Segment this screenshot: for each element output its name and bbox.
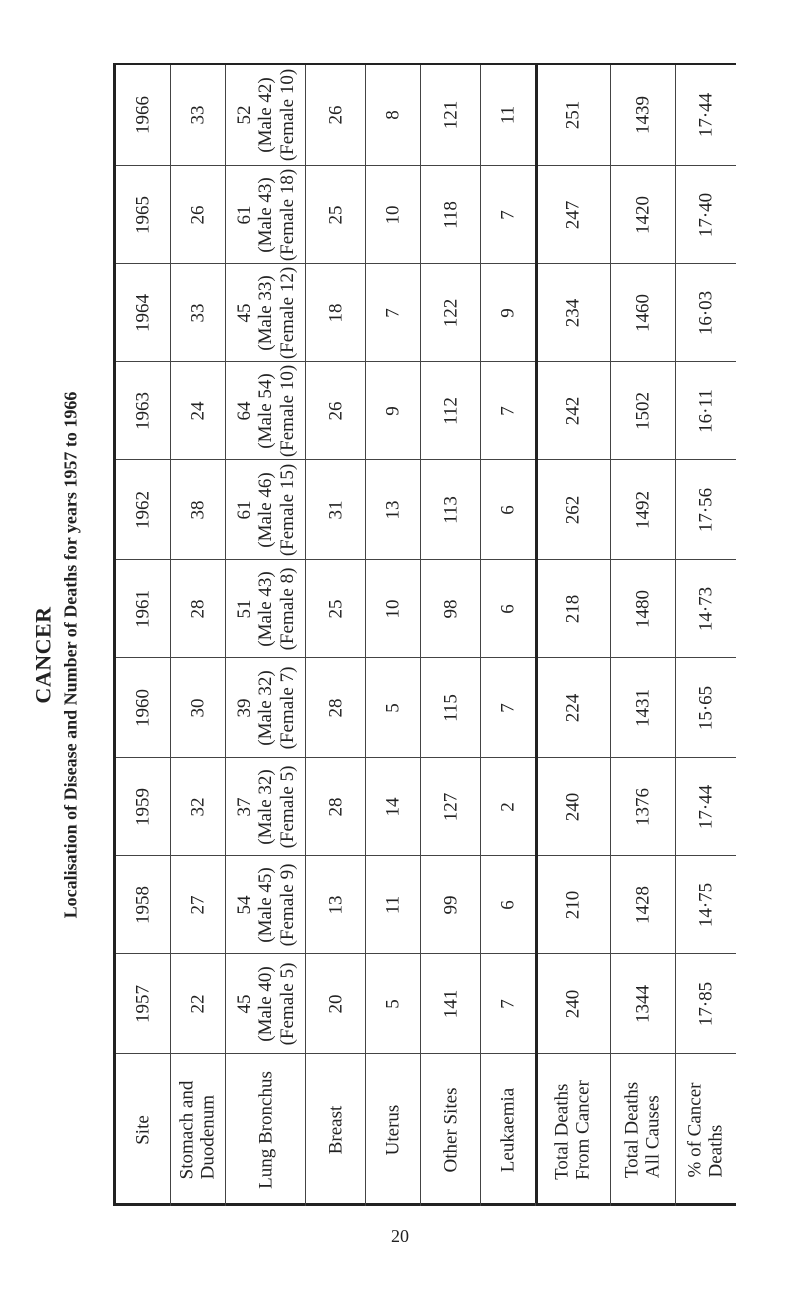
header-stomach-and-duodenum-line: Stomach and — [176, 1080, 198, 1180]
value-cell-line: 7 — [382, 308, 404, 318]
value-cell — [171, 758, 226, 856]
value-cell — [366, 460, 421, 560]
value-cell — [611, 65, 676, 165]
value-cell-line: 1439 — [632, 96, 654, 134]
value-cell — [481, 65, 536, 165]
value-cell-line: 240 — [562, 792, 584, 822]
value-cell-line: 7 — [497, 210, 519, 220]
value-cell-line: (Female 5) — [276, 765, 298, 849]
value-cell-line: 45 — [233, 303, 255, 323]
value-cell-line: 39 — [233, 698, 255, 718]
value-cell — [306, 954, 366, 1054]
header-total-deaths-from-cancer-line: From Cancer — [573, 1080, 594, 1180]
value-cell-line: 16·03 — [695, 290, 717, 336]
value-cell — [171, 954, 226, 1054]
value-cell — [306, 856, 366, 954]
totals-divider — [535, 65, 538, 1203]
header-lung-bronchus — [226, 1054, 306, 1206]
value-cell — [226, 362, 306, 460]
value-cell-line: 33 — [187, 303, 209, 323]
value-cell — [611, 954, 676, 1054]
value-cell-line: (Female 8) — [276, 567, 298, 651]
value-cell — [306, 460, 366, 560]
value-cell-line: 112 — [439, 397, 461, 425]
value-cell — [306, 758, 366, 856]
value-cell-line: (Female 10) — [276, 364, 298, 458]
value-cell — [421, 362, 481, 460]
value-cell — [536, 560, 611, 658]
value-cell-line: 1460 — [632, 294, 654, 332]
value-cell-line: 28 — [324, 698, 346, 718]
value-cell-line: 31 — [324, 500, 346, 520]
page-subtitle: Localisation of Disease and Number of Deaths for years 1957 to 1966 — [60, 391, 81, 919]
value-cell-line: 13 — [382, 500, 404, 520]
value-cell-line: 64 — [233, 401, 255, 421]
value-cell — [366, 560, 421, 658]
value-cell — [536, 954, 611, 1054]
value-cell-line: 25 — [324, 205, 346, 225]
value-cell-line: 38 — [187, 500, 209, 520]
value-cell — [366, 264, 421, 362]
value-cell — [171, 560, 226, 658]
value-cell-line: 14·73 — [695, 586, 717, 632]
value-cell — [676, 954, 736, 1054]
header-leukaemia — [481, 1054, 536, 1206]
value-cell-line: 17·44 — [695, 92, 717, 138]
value-cell-line: 210 — [562, 890, 584, 920]
value-cell-line: 1431 — [632, 689, 654, 727]
value-cell-line: 115 — [439, 694, 461, 722]
value-cell-line: 45 — [233, 994, 255, 1014]
value-cell — [366, 166, 421, 264]
value-cell-line: 61 — [233, 205, 255, 225]
header--of-cancer-deaths-line: % of Cancer — [684, 1082, 706, 1178]
value-cell-line: 10 — [382, 599, 404, 619]
year-label — [116, 954, 171, 1054]
value-cell-line: 6 — [497, 505, 519, 515]
value-cell — [226, 65, 306, 165]
value-cell-line: (Female 18) — [276, 168, 298, 262]
header-uterus — [366, 1054, 421, 1206]
value-cell — [481, 954, 536, 1054]
value-cell — [171, 166, 226, 264]
value-cell — [481, 560, 536, 658]
value-cell-line: 9 — [497, 308, 519, 318]
value-cell-line: 242 — [562, 396, 584, 426]
value-cell — [611, 362, 676, 460]
header-site — [116, 1054, 171, 1206]
value-cell — [171, 362, 226, 460]
value-cell — [171, 264, 226, 362]
value-cell-line: (Male 46) — [254, 472, 276, 548]
value-cell-line: 218 — [562, 594, 584, 624]
value-cell-line: 1502 — [632, 392, 654, 430]
value-cell-line: 7 — [497, 999, 519, 1009]
value-cell — [536, 264, 611, 362]
value-cell — [611, 758, 676, 856]
value-cell-line: 98 — [439, 599, 461, 619]
header-total-deaths-from-cancer-line: Total Deaths — [551, 1083, 573, 1180]
year-label — [116, 460, 171, 560]
header-stomach-and-duodenum — [171, 1054, 226, 1206]
value-cell — [171, 658, 226, 758]
value-cell — [366, 856, 421, 954]
value-cell-line: 2 — [497, 802, 519, 812]
value-cell — [226, 758, 306, 856]
value-cell-line: 247 — [562, 200, 584, 230]
value-cell-line: 17·44 — [695, 784, 717, 830]
year-label — [116, 658, 171, 758]
value-cell — [366, 658, 421, 758]
year-label-line: 1958 — [132, 886, 154, 924]
value-cell — [421, 954, 481, 1054]
header-site-line: Site — [132, 1115, 154, 1145]
value-cell — [611, 460, 676, 560]
header-stomach-and-duodenum-line: Duodenum — [198, 1094, 219, 1180]
value-cell — [676, 65, 736, 165]
value-cell-line: 1492 — [632, 491, 654, 529]
header-breast-line: Breast — [324, 1105, 346, 1155]
value-cell — [306, 65, 366, 165]
value-cell-line: 32 — [187, 797, 209, 817]
value-cell — [421, 856, 481, 954]
value-cell-line: 11 — [382, 895, 404, 915]
year-label — [116, 856, 171, 954]
value-cell-line: 240 — [562, 989, 584, 1019]
value-cell-line: (Female 7) — [276, 666, 298, 750]
year-label-line: 1962 — [132, 491, 154, 529]
value-cell-line: 26 — [187, 205, 209, 225]
value-cell — [306, 560, 366, 658]
value-cell — [366, 954, 421, 1054]
page-title: CANCER — [30, 606, 56, 704]
value-cell — [536, 166, 611, 264]
value-cell — [226, 658, 306, 758]
value-cell — [611, 166, 676, 264]
value-cell — [611, 264, 676, 362]
year-label-line: 1957 — [132, 985, 154, 1023]
value-cell-line: 1344 — [632, 985, 654, 1023]
value-cell-line: (Male 42) — [254, 77, 276, 153]
value-cell-line: 122 — [439, 298, 461, 328]
value-cell — [536, 460, 611, 560]
value-cell-line: 26 — [324, 105, 346, 125]
value-cell — [226, 460, 306, 560]
value-cell — [481, 264, 536, 362]
value-cell-line: 7 — [497, 406, 519, 416]
value-cell — [306, 362, 366, 460]
value-cell-line: 118 — [439, 201, 461, 229]
value-cell — [536, 362, 611, 460]
value-cell-line: 14 — [382, 797, 404, 817]
value-cell-line: 24 — [187, 401, 209, 421]
value-cell-line: 22 — [187, 994, 209, 1014]
value-cell — [421, 560, 481, 658]
value-cell-line: (Female 10) — [276, 68, 298, 162]
value-cell — [171, 65, 226, 165]
value-cell — [676, 460, 736, 560]
value-cell — [421, 460, 481, 560]
value-cell-line: 13 — [324, 895, 346, 915]
value-cell-line: 9 — [382, 406, 404, 416]
header-breast — [306, 1054, 366, 1206]
year-row-1960 — [116, 657, 736, 758]
header-total-deaths-from-cancer — [536, 1054, 611, 1206]
header-uterus-line: Uterus — [382, 1104, 404, 1156]
year-row-1963 — [116, 361, 736, 460]
value-cell-line: (Male 45) — [254, 867, 276, 943]
year-row-1957 — [116, 953, 736, 1054]
value-cell-line: 25 — [324, 599, 346, 619]
value-cell-line: 251 — [562, 100, 584, 130]
value-cell-line: 15·65 — [695, 685, 717, 731]
page-number: 20 — [391, 1226, 409, 1246]
value-cell — [676, 264, 736, 362]
header-total-deaths-all-causes-line: Total Deaths — [621, 1081, 643, 1179]
value-cell — [366, 65, 421, 165]
header-total-deaths-all-causes — [611, 1054, 676, 1206]
year-label-line: 1961 — [132, 590, 154, 628]
value-cell — [481, 658, 536, 758]
value-cell-line: (Male 40) — [254, 966, 276, 1042]
value-cell-line: (Male 43) — [254, 571, 276, 647]
header-leukaemia-line: Leukaemia — [497, 1087, 519, 1173]
year-label-line: 1965 — [132, 196, 154, 234]
header--of-cancer-deaths — [676, 1054, 736, 1206]
year-label-line: 1960 — [132, 689, 154, 727]
year-row-1959 — [116, 757, 736, 856]
header-total-deaths-all-causes-line: All Causes — [643, 1095, 664, 1179]
value-cell — [306, 264, 366, 362]
value-cell — [421, 166, 481, 264]
title-block — [0, 0, 112, 1313]
value-cell-line: 234 — [562, 298, 584, 328]
value-cell — [421, 264, 481, 362]
value-cell-line: 6 — [497, 604, 519, 614]
value-cell-line: 7 — [497, 703, 519, 713]
value-cell-line: 51 — [233, 599, 255, 619]
value-cell-line: 30 — [187, 698, 209, 718]
header-other-sites — [421, 1054, 481, 1206]
value-cell — [226, 856, 306, 954]
value-cell-line: 8 — [382, 110, 404, 120]
value-cell — [536, 856, 611, 954]
value-cell-line: 1376 — [632, 788, 654, 826]
value-cell — [306, 166, 366, 264]
value-cell-line: (Male 43) — [254, 177, 276, 253]
value-cell — [481, 362, 536, 460]
value-cell — [676, 362, 736, 460]
year-label-line: 1963 — [132, 392, 154, 430]
value-cell-line: 121 — [439, 100, 461, 130]
value-cell-line: (Female 9) — [276, 863, 298, 947]
value-cell-line: 5 — [382, 703, 404, 713]
value-cell — [481, 166, 536, 264]
value-cell — [536, 65, 611, 165]
value-cell — [421, 65, 481, 165]
year-label — [116, 362, 171, 460]
value-cell-line: 6 — [497, 900, 519, 910]
value-cell-line: 5 — [382, 999, 404, 1009]
value-cell — [171, 460, 226, 560]
cancer-deaths-table — [113, 63, 736, 1206]
value-cell-line: 26 — [324, 401, 346, 421]
value-cell-line: 17·56 — [695, 487, 717, 533]
header-other-sites-line: Other Sites — [439, 1087, 461, 1173]
year-row-1958 — [116, 855, 736, 954]
value-cell-line: (Female 12) — [276, 266, 298, 360]
value-cell — [536, 758, 611, 856]
header-row — [116, 1053, 736, 1206]
value-cell-line: 52 — [233, 105, 255, 125]
value-cell — [226, 264, 306, 362]
value-cell-line: 20 — [324, 994, 346, 1014]
year-row-1965 — [116, 165, 736, 264]
value-cell-line: 33 — [187, 105, 209, 125]
value-cell — [226, 954, 306, 1054]
year-label — [116, 560, 171, 658]
value-cell-line: 27 — [187, 895, 209, 915]
value-cell-line: 16·11 — [695, 389, 717, 433]
year-row-1964 — [116, 263, 736, 362]
header--of-cancer-deaths-line: Deaths — [706, 1124, 727, 1178]
value-cell-line: 17·40 — [695, 192, 717, 238]
year-row-1961 — [116, 559, 736, 658]
value-cell-line: 10 — [382, 205, 404, 225]
value-cell-line: (Male 54) — [254, 373, 276, 449]
value-cell — [611, 658, 676, 758]
value-cell — [611, 560, 676, 658]
value-cell — [611, 856, 676, 954]
value-cell — [226, 166, 306, 264]
value-cell-line: 127 — [439, 792, 461, 822]
value-cell-line: 61 — [233, 500, 255, 520]
value-cell — [481, 460, 536, 560]
year-row-1962 — [116, 459, 736, 560]
header-lung-bronchus-line: Lung Bronchus — [254, 1071, 276, 1189]
value-cell — [676, 560, 736, 658]
value-cell — [421, 758, 481, 856]
year-label — [116, 166, 171, 264]
value-cell-line: 1480 — [632, 590, 654, 628]
value-cell — [421, 658, 481, 758]
year-label — [116, 65, 171, 165]
year-row-1966 — [116, 65, 736, 165]
year-label-line: 1966 — [132, 96, 154, 134]
value-cell-line: (Male 32) — [254, 670, 276, 746]
value-cell — [366, 362, 421, 460]
value-cell-line: 262 — [562, 495, 584, 525]
value-cell — [171, 856, 226, 954]
value-cell-line: 11 — [497, 105, 519, 125]
value-cell-line: 28 — [324, 797, 346, 817]
value-cell-line: 113 — [439, 496, 461, 524]
value-cell-line: 1420 — [632, 196, 654, 234]
value-cell — [676, 758, 736, 856]
value-cell-line: (Male 32) — [254, 769, 276, 845]
year-label-line: 1964 — [132, 294, 154, 332]
value-cell — [536, 658, 611, 758]
value-cell-line: (Female 5) — [276, 962, 298, 1046]
value-cell-line: 141 — [439, 989, 461, 1019]
value-cell — [676, 166, 736, 264]
value-cell-line: 17·85 — [695, 981, 717, 1027]
value-cell — [676, 856, 736, 954]
value-cell-line: 37 — [233, 797, 255, 817]
year-label-line: 1959 — [132, 788, 154, 826]
value-cell-line: 224 — [562, 693, 584, 723]
value-cell-line: 28 — [187, 599, 209, 619]
value-cell-line: (Male 33) — [254, 275, 276, 351]
value-cell — [676, 658, 736, 758]
value-cell — [226, 560, 306, 658]
year-label — [116, 758, 171, 856]
value-cell-line: 1428 — [632, 886, 654, 924]
value-cell-line: 99 — [439, 895, 461, 915]
value-cell — [481, 856, 536, 954]
value-cell — [366, 758, 421, 856]
value-cell — [306, 658, 366, 758]
year-label — [116, 264, 171, 362]
value-cell-line: 18 — [324, 303, 346, 323]
value-cell-line: 14·75 — [695, 882, 717, 928]
value-cell — [481, 758, 536, 856]
value-cell-line: 54 — [233, 895, 255, 915]
value-cell-line: (Female 15) — [276, 463, 298, 557]
